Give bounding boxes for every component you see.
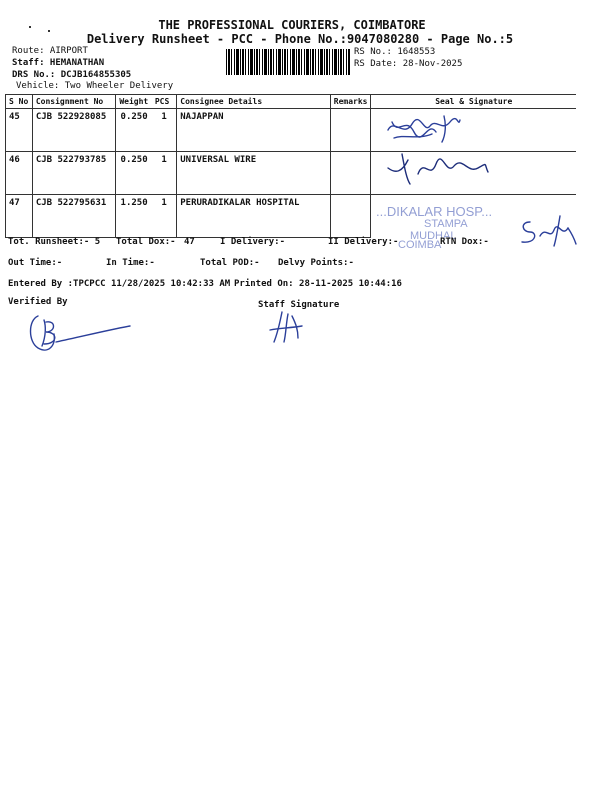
stamp-line-2: STAMPA: [424, 218, 468, 230]
rs-number: RS No.: 1648553: [354, 47, 436, 57]
row-pcs: 1: [152, 152, 177, 195]
barcode: [226, 49, 350, 75]
row-consignment: CJB 522795631: [32, 195, 116, 238]
total-pod: Total POD:-: [200, 258, 260, 268]
col-remarks: Remarks: [330, 95, 371, 109]
i-delivery: I Delivery:-: [220, 237, 286, 247]
col-consignee: Consignee Details: [177, 95, 331, 109]
staff-signature-label: Staff Signature: [258, 300, 340, 310]
stamp-line-3: MUDHAL: [410, 230, 457, 242]
row-sno: 47: [6, 195, 33, 238]
stamp-line-4: COIMBA: [398, 239, 442, 251]
col-consignment: Consignment No: [32, 95, 116, 109]
row-weight: 0.250: [116, 152, 152, 195]
company-title: THE PROFESSIONAL COURIERS, COIMBATORE: [158, 18, 426, 32]
out-time: Out Time:-: [8, 258, 63, 268]
total-dox-value: 47: [184, 237, 195, 247]
col-weight: Weight: [116, 95, 152, 109]
rs-date: RS Date: 28-Nov-2025: [354, 59, 463, 69]
signature-row-45: [384, 112, 464, 146]
staff-signature: [268, 310, 304, 344]
row-weight: 0.250: [116, 109, 152, 152]
row-pcs: 1: [152, 195, 177, 238]
stamp-line-1: ...DIKALAR HOSP...: [376, 204, 493, 219]
total-dox-label: Total Dox:-: [116, 237, 176, 247]
row-consignee: NAJAPPAN: [177, 109, 331, 152]
row-weight: 1.250: [116, 195, 152, 238]
row-sno: 45: [6, 109, 33, 152]
row-remarks: [330, 195, 371, 238]
delvy-points: Delvy Points:-: [278, 258, 354, 268]
col-sno: S No: [6, 95, 33, 109]
drs-number: DRS No.: DCJB164855305: [12, 70, 132, 80]
row-pcs: 1: [152, 109, 177, 152]
col-pcs: PCS: [152, 95, 177, 109]
signature-row-46: [384, 150, 494, 188]
row-consignment: CJB 522928085: [32, 109, 116, 152]
row-consignee: PERURADIKALAR HOSPITAL: [177, 195, 331, 238]
verifier-signature: [24, 312, 134, 354]
rtn-dox: RTN Dox:-: [440, 237, 489, 247]
ii-delivery: II Delivery:-: [328, 237, 399, 247]
vehicle-label: Vehicle: Two Wheeler Delivery: [16, 81, 174, 91]
row-sno: 46: [6, 152, 33, 195]
signature-row-47: [516, 214, 580, 248]
table-header-row: [6, 95, 577, 109]
col-seal-signature: Seal & Signature: [371, 95, 576, 109]
runsheet-subtitle: Delivery Runsheet - PCC - Phone No.:9047080280 - Page No.:5: [86, 32, 514, 46]
verified-by: Verified By: [8, 297, 68, 307]
row-remarks: [330, 109, 371, 152]
printed-on: Printed On: 28-11-2025 10:44:16: [234, 279, 402, 289]
table-row: [6, 109, 577, 152]
staff-label: Staff: HEMANATHAN: [12, 58, 105, 68]
row-consignment: CJB 522793785: [32, 152, 116, 195]
in-time: In Time:-: [106, 258, 155, 268]
row-consignee: UNIVERSAL WIRE: [177, 152, 331, 195]
route-label: Route: AIRPORT: [12, 46, 88, 56]
row-remarks: [330, 152, 371, 195]
entered-by: Entered By :TPCPCC 11/28/2025 10:42:33 AM: [8, 279, 231, 289]
tot-runsheet: Tot. Runsheet:- 5: [8, 237, 101, 247]
